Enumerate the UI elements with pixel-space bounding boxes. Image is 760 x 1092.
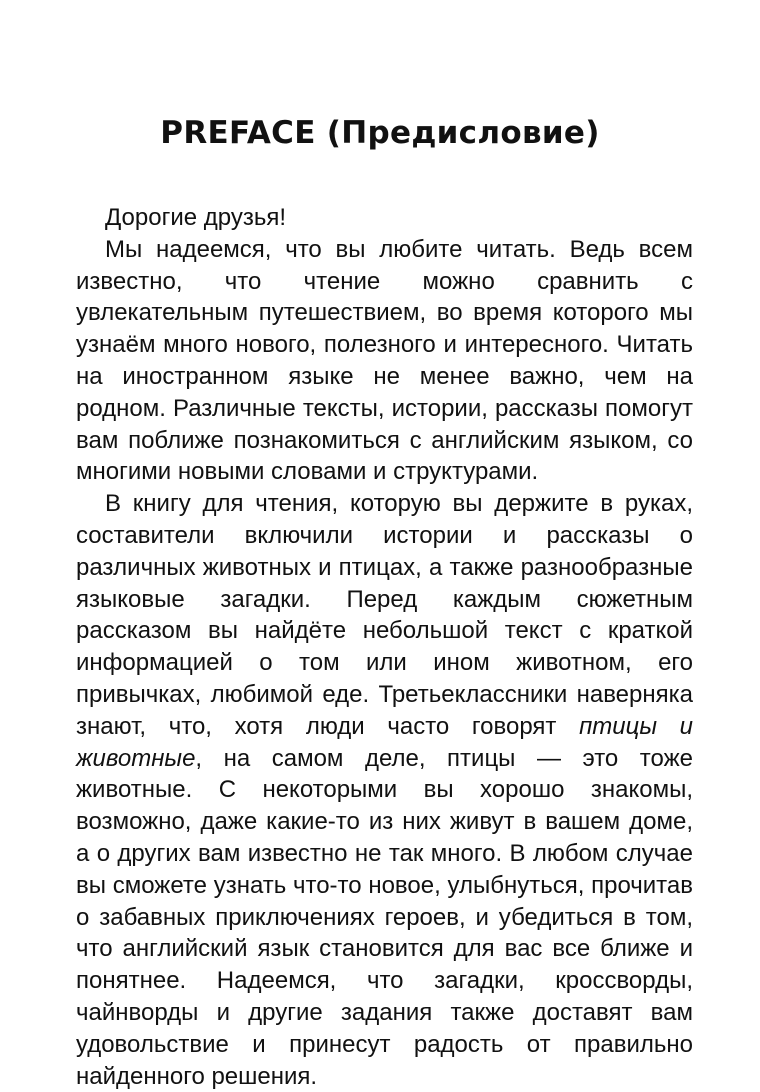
page-title: PREFACE (Предисловие) xyxy=(160,115,600,151)
paragraph-2 xyxy=(76,488,693,1092)
paragraph-2-italic-phrase: птицы и животные xyxy=(76,712,693,772)
paragraph-2-part-2: , на самом деле, птицы — это тоже животные. С некоторыми вы хорошо знакомы, возможно, даже какие-то из них живут в вашем доме, а о других вам известно не так много. В любом случае вы сможете узнать что-то новое, улыбнуться, прочитав о забавных приключениях героев, и убедиться в том, что английский язык становится для вас все ближе и понятнее. Надеемся, что загадки, кроссворды, чайнворды и другие задания также доставят вам удовольствие и принесут радость от правильно найденного решения. xyxy=(76,744,693,1090)
paragraph-2-part-1: В книгу для чтения, которую вы держите в руках, составители включили истории и рассказы о различных животных и птицах, а также разнообразные языковые загадки. Перед каждым сюжетным рассказом вы найдёте небольшой текст с краткой информацией о том или ином животном, его привычках, любимой еде. Третьеклассники наверняка знают, что, хотя люди часто говорят xyxy=(76,490,693,740)
body-text xyxy=(76,202,693,1092)
paragraph-1: Мы надеемся, что вы любите читать. Ведь всем известно, что чтение можно сравнить с увлекательным путешествием, во время которого мы узнаём много нового, полезного и интересного. Читать на иностранном языке не менее важно, чем на родном. Различные тексты, истории, рассказы помогут вам поближе познакомиться с английским языком, со многими новыми словами и структурами. xyxy=(76,235,693,486)
greeting-line: Дорогие друзья! xyxy=(105,204,286,231)
